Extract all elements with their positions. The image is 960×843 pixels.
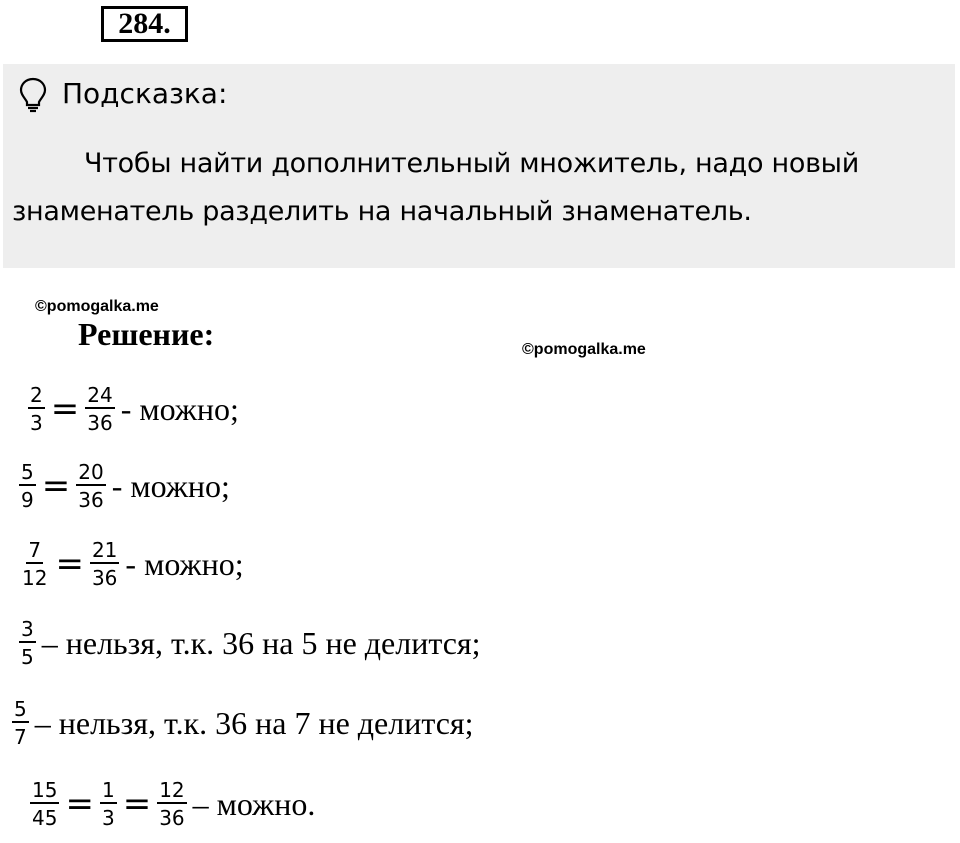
equals-sign: =: [50, 389, 80, 429]
fraction: $\frac{5}{7}$: [14, 697, 27, 749]
row-text: – нельзя, т.к. 36 на 5 не делится;: [41, 624, 481, 661]
solution-row: [28, 383, 239, 435]
row-text: - можно;: [111, 467, 230, 504]
equals-sign: =: [122, 784, 152, 824]
row-text: - можно;: [125, 545, 244, 582]
watermark: ©pomogalka.me: [35, 298, 159, 315]
row-text: – нельзя, т.к. 36 на 7 не делится;: [34, 704, 474, 741]
equals-sign: =: [41, 466, 71, 506]
fraction: $\frac{2}{3}$: [30, 383, 43, 435]
equals-sign: =: [55, 544, 84, 584]
fraction: $\frac{15}{45}$: [32, 778, 58, 830]
fraction: $\frac{7}{12}$: [22, 538, 48, 590]
solution-title: Решение:: [78, 316, 215, 352]
hint-text: Чтобы найти дополнительный множитель, надо новый знаменатель разделить на начальный знаменатель.: [12, 148, 859, 227]
fraction: $\frac{20}{36}$: [78, 460, 104, 512]
fraction: $\frac{24}{36}$: [87, 383, 113, 435]
task-number: 284.: [101, 6, 188, 42]
equals-sign: =: [65, 784, 94, 824]
watermark: ©pomogalka.me: [522, 341, 646, 358]
solution-row: [19, 617, 481, 669]
hint-title: Подсказка:: [62, 77, 228, 110]
solution-row: [30, 778, 315, 830]
solution-row: [12, 697, 474, 749]
row-text: - можно;: [120, 390, 239, 427]
lightbulb-icon: [18, 77, 48, 113]
solution-row: [19, 460, 230, 512]
fraction: $\frac{12}{36}$: [159, 778, 185, 830]
fraction: $\frac{3}{5}$: [21, 617, 34, 669]
fraction: $\frac{5}{9}$: [21, 460, 34, 512]
solution-row: [20, 538, 244, 590]
row-text: – можно.: [192, 785, 316, 822]
fraction: $\frac{1}{3}$: [101, 778, 115, 830]
fraction: $\frac{21}{36}$: [91, 538, 118, 590]
